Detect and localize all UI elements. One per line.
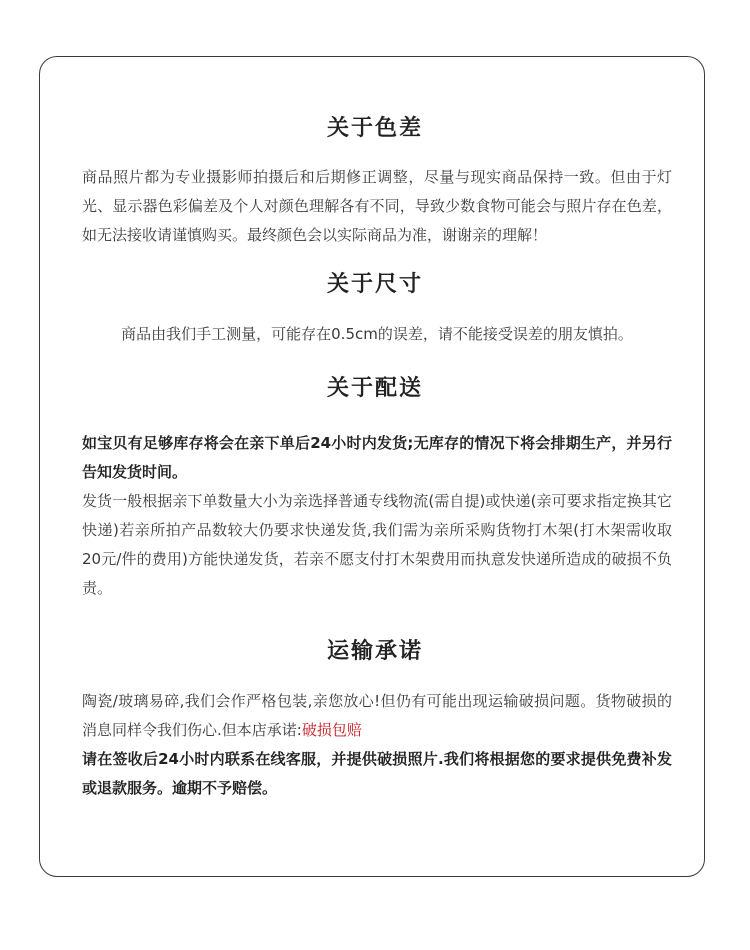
section-title-color: 关于色差 bbox=[326, 116, 423, 141]
delivery-bold-paragraph: 如宝贝有足够库存将会在亲下单后24小时内发货;无库存的情况下将会排期生产，并另行告知发货时间。 bbox=[82, 434, 672, 481]
color-paragraph: 商品照片都为专业摄影师拍摄后和后期修正调整，尽量与现实商品保持一致。但由于灯光、显示器色彩偏差及个人对颜色理解各有不同，导致少数食物可能会与照片存在色差，如无法接收请谨慎购买。最终颜色会以实际商品为准，谢谢亲的理解！ bbox=[82, 168, 672, 244]
section-title-delivery: 关于配送 bbox=[326, 376, 423, 401]
delivery-paragraph: 发货一般根据亲下单数量大小为亲选择普通专线物流(需自提)或快递(亲可要求指定换其它快递)若亲所拍产品数较大仍要求快递发货,我们需为亲所采购货物打木架(打木架需收取20元/件的费用)方能快递发货，若亲不愿支付打木架费用而执意发快递所造成的破损不负责。 bbox=[82, 492, 672, 597]
section-title-size: 关于尺寸 bbox=[326, 272, 423, 297]
promise-paragraph bbox=[82, 687, 672, 745]
promise-bold-paragraph: 请在签收后24小时内联系在线客服，并提供破损照片.我们将根据您的要求提供免费补发或退款服务。逾期不予赔偿。 bbox=[82, 750, 672, 797]
damage-compensation-highlight: 破损包赔 bbox=[301, 721, 362, 739]
size-paragraph: 商品由我们手工测量，可能存在0.5cm的误差，请不能接受误差的朋友慎拍。 bbox=[121, 325, 633, 343]
section-title-promise: 运输承诺 bbox=[326, 639, 423, 664]
promise-text: 陶瓷/玻璃易碎,我们会作严格包装,亲您放心!但仍有可能出现运输破损问题。货物破损的消息同样令我们伤心.但本店承诺: bbox=[82, 692, 672, 739]
